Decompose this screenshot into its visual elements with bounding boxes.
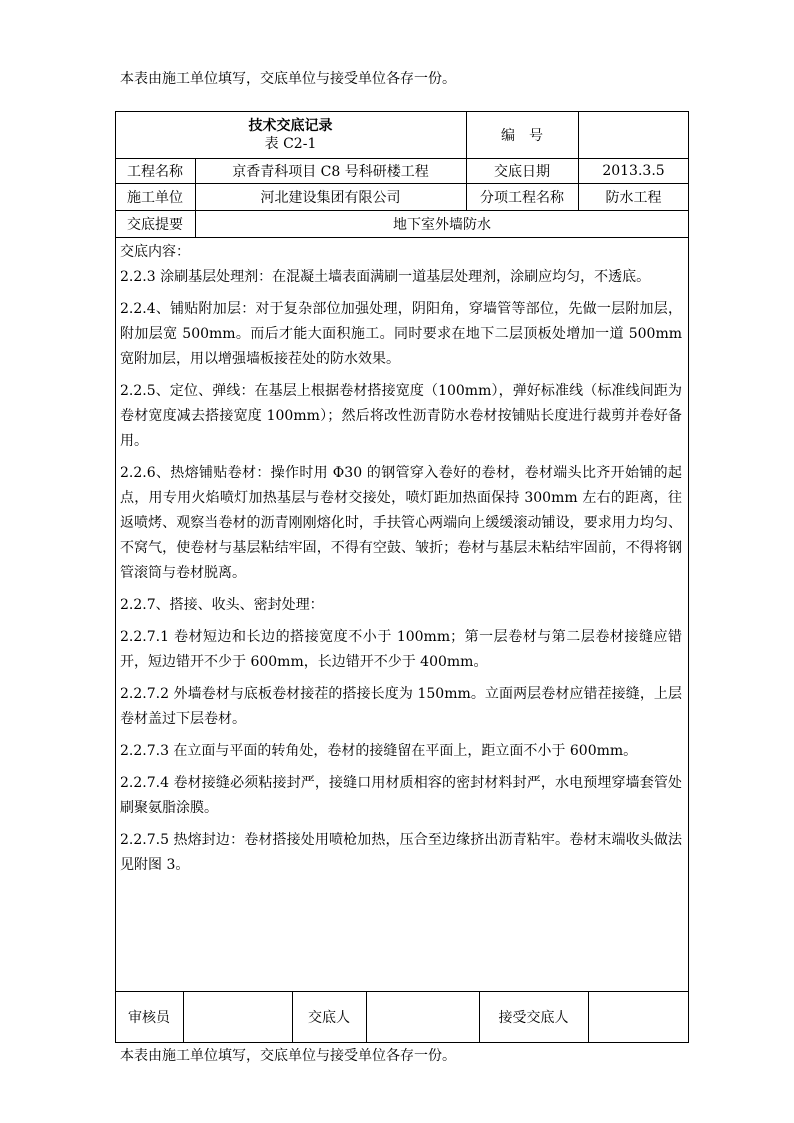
content-paragraph: 2.2.4、铺贴附加层：对于复杂部位加强处理，阴阳角，穿墙管等部位，先做一层附加层，附加层宽 500mm。而后才能大面积施工。同时要求在地下二层顶板处增加一道 500mm 宽附加层，用以增强墙板接茬处的防水效果。 [120,301,682,367]
bottom-note: 本表由施工单位填写，交底单位与接受单位各存一份。 [120,1048,456,1064]
disclosure-content [120,240,682,878]
number-label: 编 号 [501,127,543,144]
subitem-label: 分项工程名称 [480,189,564,206]
receiver-value [588,991,689,1043]
project-value: 京香青科项目 C8 号科研楼工程 [232,163,429,180]
unit-value: 河北建设集团有限公司 [260,189,401,206]
content-paragraph: 2.2.7.1 卷材短边和长边的搭接宽度不小于 100mm；第一层卷材与第二层卷材接缝应错开，短边错开不少于 600mm，长边错开不少于 400mm。 [120,629,682,670]
discloser-label: 交底人 [308,1010,350,1026]
number-value [578,111,689,158]
summary-value: 地下室外墙防水 [393,216,491,233]
summary-label: 交底提要 [127,216,183,233]
form-code: 表 C2-1 [264,135,317,152]
unit-label: 施工单位 [127,189,183,206]
project-label: 工程名称 [127,163,183,180]
content-paragraph: 2.2.5、定位、弹线：在基层上根据卷材搭接宽度（100mm），弹好标准线（标准线间距为卷材宽度减去搭接宽度 100mm）；然后将改性沥青防水卷材按铺贴长度进行裁剪并卷好备用。 [120,383,682,449]
content-paragraph: 2.2.3 涂刷基层处理剂：在混凝土墙表面满刷一道基层处理剂，涂刷应均匀，不透底。 [120,269,651,285]
subitem-value: 防水工程 [605,189,662,206]
content-paragraph: 2.2.7.5 热熔封边：卷材搭接处用喷枪加热，压合至边缘挤出沥青粘牢。卷材末端收头做法见附图 3。 [120,832,682,873]
form-title: 技术交底记录 [248,117,333,134]
content-paragraph: 2.2.7.2 外墙卷材与底板卷材接茬的搭接长度为 150mm。立面两层卷材应错茬接缝，上层卷材盖过下层卷材。 [120,686,682,727]
content-heading: 交底内容： [120,244,190,260]
date-value: 2013.3.5 [602,162,665,179]
content-paragraph: 2.2.7.3 在立面与平面的转角处，卷材的接缝留在平面上，距立面不小于 600mm。 [120,743,638,759]
top-note: 本表由施工单位填写，交底单位与接受单位各存一份。 [120,71,456,87]
reviewer-value [183,991,292,1043]
row-divider [115,237,689,238]
discloser-value [366,991,479,1043]
form-header [115,111,466,158]
date-label: 交底日期 [494,163,550,180]
content-paragraph: 2.2.7、搭接、收头、密封处理： [120,597,324,613]
content-paragraph: 2.2.6、热熔铺贴卷材：操作时用 Φ30 的钢管穿入卷好的卷材，卷材端头比齐开始铺的起点，用专用火焰喷灯加热基层与卷材交接处，喷灯距加热面保持 300mm 左右的距离，往返喷烤、观察当卷材的沥青刚刚熔化时，手扶管心两端向上缓缓滚动铺设，要求用力均匀、不窝气，使卷材与基层粘结牢固，不得有空鼓、皱折；卷材与基层未粘结牢固前，不得将钢管滚筒与卷材脱离。 [120,465,682,581]
receiver-label: 接受交底人 [498,1010,569,1026]
reviewer-label: 审核员 [128,1010,170,1026]
content-paragraph: 2.2.7.4 卷材接缝必须粘接封严，接缝口用材质相容的密封材料封严，水电预埋穿墙套管处刷聚氨脂涂膜。 [120,775,682,816]
